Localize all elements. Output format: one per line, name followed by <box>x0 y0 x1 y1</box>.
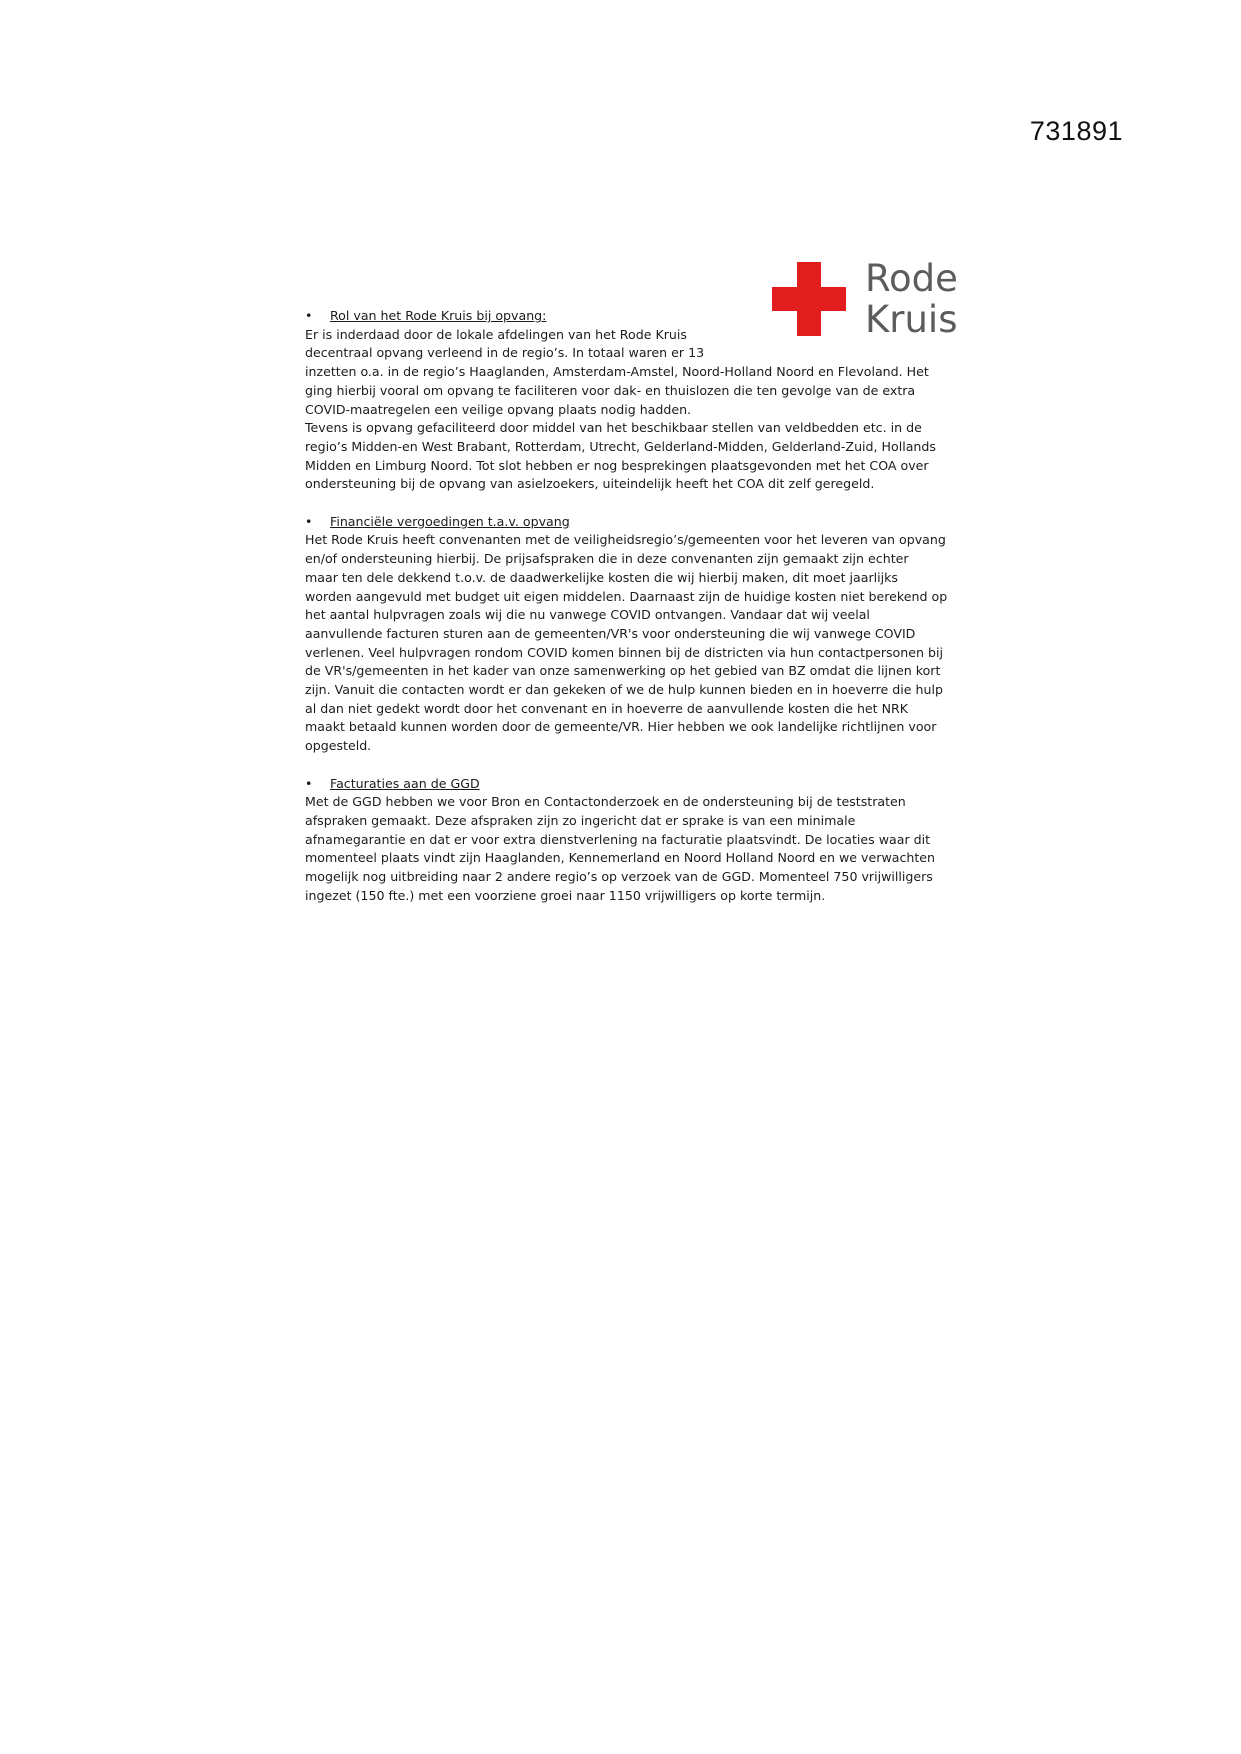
text-line: decentraal opvang verleend in de regio’s. In totaal waren er 13 <box>305 345 705 361</box>
section-heading <box>305 513 945 532</box>
document-number: 731891 <box>1029 116 1123 146</box>
bullet-icon: • <box>305 775 313 791</box>
text-line: ondersteuning bij de opvang van asielzoekers, uiteindelijk heeft het COA dit zelf geregeld. <box>305 476 875 492</box>
section-facturaties-ggd <box>305 775 945 906</box>
section-heading <box>305 307 945 326</box>
text-line: inzetten o.a. in de regio’s Haaglanden, Amsterdam-Amstel, Noord-Holland Noord en Flevoland. Het <box>305 364 929 380</box>
text-line: verlenen. Veel hulpvragen rondom COVID komen binnen bij de districten via hun contactpersonen bij <box>305 644 943 660</box>
text-line: worden aangevuld met budget uit eigen middelen. Daarnaast zijn de huidige kosten niet berekend op <box>305 588 948 604</box>
text-line: maakt betaald kunnen worden door de gemeente/VR. Hier hebben we ook landelijke richtlijnen voor <box>305 719 937 735</box>
text-line: al dan niet gedekt wordt door het convenant en in hoeverre de aanvullende kosten die het NRK <box>305 700 909 716</box>
text-line: aanvullende facturen sturen aan de gemeenten/VR's voor ondersteuning die wij vanwege COVID <box>305 625 916 641</box>
section-title: Facturaties aan de GGD <box>330 775 480 791</box>
section-financiele-vergoedingen <box>305 513 948 756</box>
section-text <box>305 531 948 755</box>
section-title: Rol van het Rode Kruis bij opvang: <box>330 308 547 323</box>
bullet-icon: • <box>305 308 313 323</box>
section-heading <box>305 775 945 794</box>
text-line: afspraken gemaakt. Deze afspraken zijn zo ingericht dat er sprake is van een minimale <box>305 812 856 828</box>
text-line: regio’s Midden-en West Brabant, Rotterdam, Utrecht, Gelderland-Midden, Gelderland-Zuid, Hollands <box>305 438 936 454</box>
section-text <box>305 326 945 494</box>
text-line: ging hierbij vooral om opvang te faciliteren voor dak- en thuislozen die ten gevolge van de extra <box>305 382 916 398</box>
text-line: ingezet (150 fte.) met een voorziene groei naar 1150 vrijwilligers op korte termijn. <box>305 887 826 903</box>
bullet-icon: • <box>305 513 313 529</box>
document-body <box>305 307 948 924</box>
text-line: het aantal hulpvragen zoals wij die nu vanwege COVID ontvangen. Vandaar dat wij veelal <box>305 607 870 623</box>
section-title: Financiële vergoedingen t.a.v. opvang <box>330 513 570 529</box>
text-line: Midden en Limburg Noord. Tot slot hebben er nog besprekingen plaatsgevonden met het COA over <box>305 457 929 473</box>
text-line: Tevens is opvang gefaciliteerd door middel van het beschikbaar stellen van veldbedden etc. in de <box>305 420 922 436</box>
logo-line-2: Kruis <box>865 298 958 341</box>
text-line: afnamegarantie en dat er voor extra dienstverlening na facturatie plaatsvindt. De locaties waar dit <box>305 831 931 847</box>
logo-line-1: Rode <box>865 257 958 300</box>
section-opvang <box>305 307 945 494</box>
text-line: zijn. Vanuit die contacten wordt er dan gekeken of we de hulp kunnen bieden en in hoeverre die hulp <box>305 682 944 698</box>
section-text <box>305 793 945 905</box>
text-line: en/of ondersteuning hierbij. De prijsafspraken die in deze convenanten zijn gemaakt zijn echter <box>305 551 909 567</box>
text-line: COVID-maatregelen een veilige opvang plaats nodig hadden. <box>305 401 692 417</box>
text-line: opgesteld. <box>305 738 372 754</box>
text-line: Het Rode Kruis heeft convenanten met de veiligheidsregio’s/gemeenten voor het leveren van opvang <box>305 532 946 548</box>
text-line: Er is inderdaad door de lokale afdelingen van het Rode Kruis <box>305 326 687 342</box>
text-line: Met de GGD hebben we voor Bron en Contactonderzoek en de ondersteuning bij de teststraten <box>305 794 906 810</box>
text-line: mogelijk nog uitbreiding naar 2 andere regio’s op verzoek van de GGD. Momenteel 750 vrijwilligers <box>305 869 933 885</box>
text-line: maar ten dele dekkend t.o.v. de daadwerkelijke kosten die wij hierbij maken, dit moet jaarlijks <box>305 569 898 585</box>
text-line: momenteel plaats vindt zijn Haaglanden, Kennemerland en Noord Holland Noord en we verwachten <box>305 850 936 866</box>
text-line: de VR's/gemeenten in het kader van onze samenwerking op het gebied van BZ omdat die lijnen kort <box>305 663 941 679</box>
